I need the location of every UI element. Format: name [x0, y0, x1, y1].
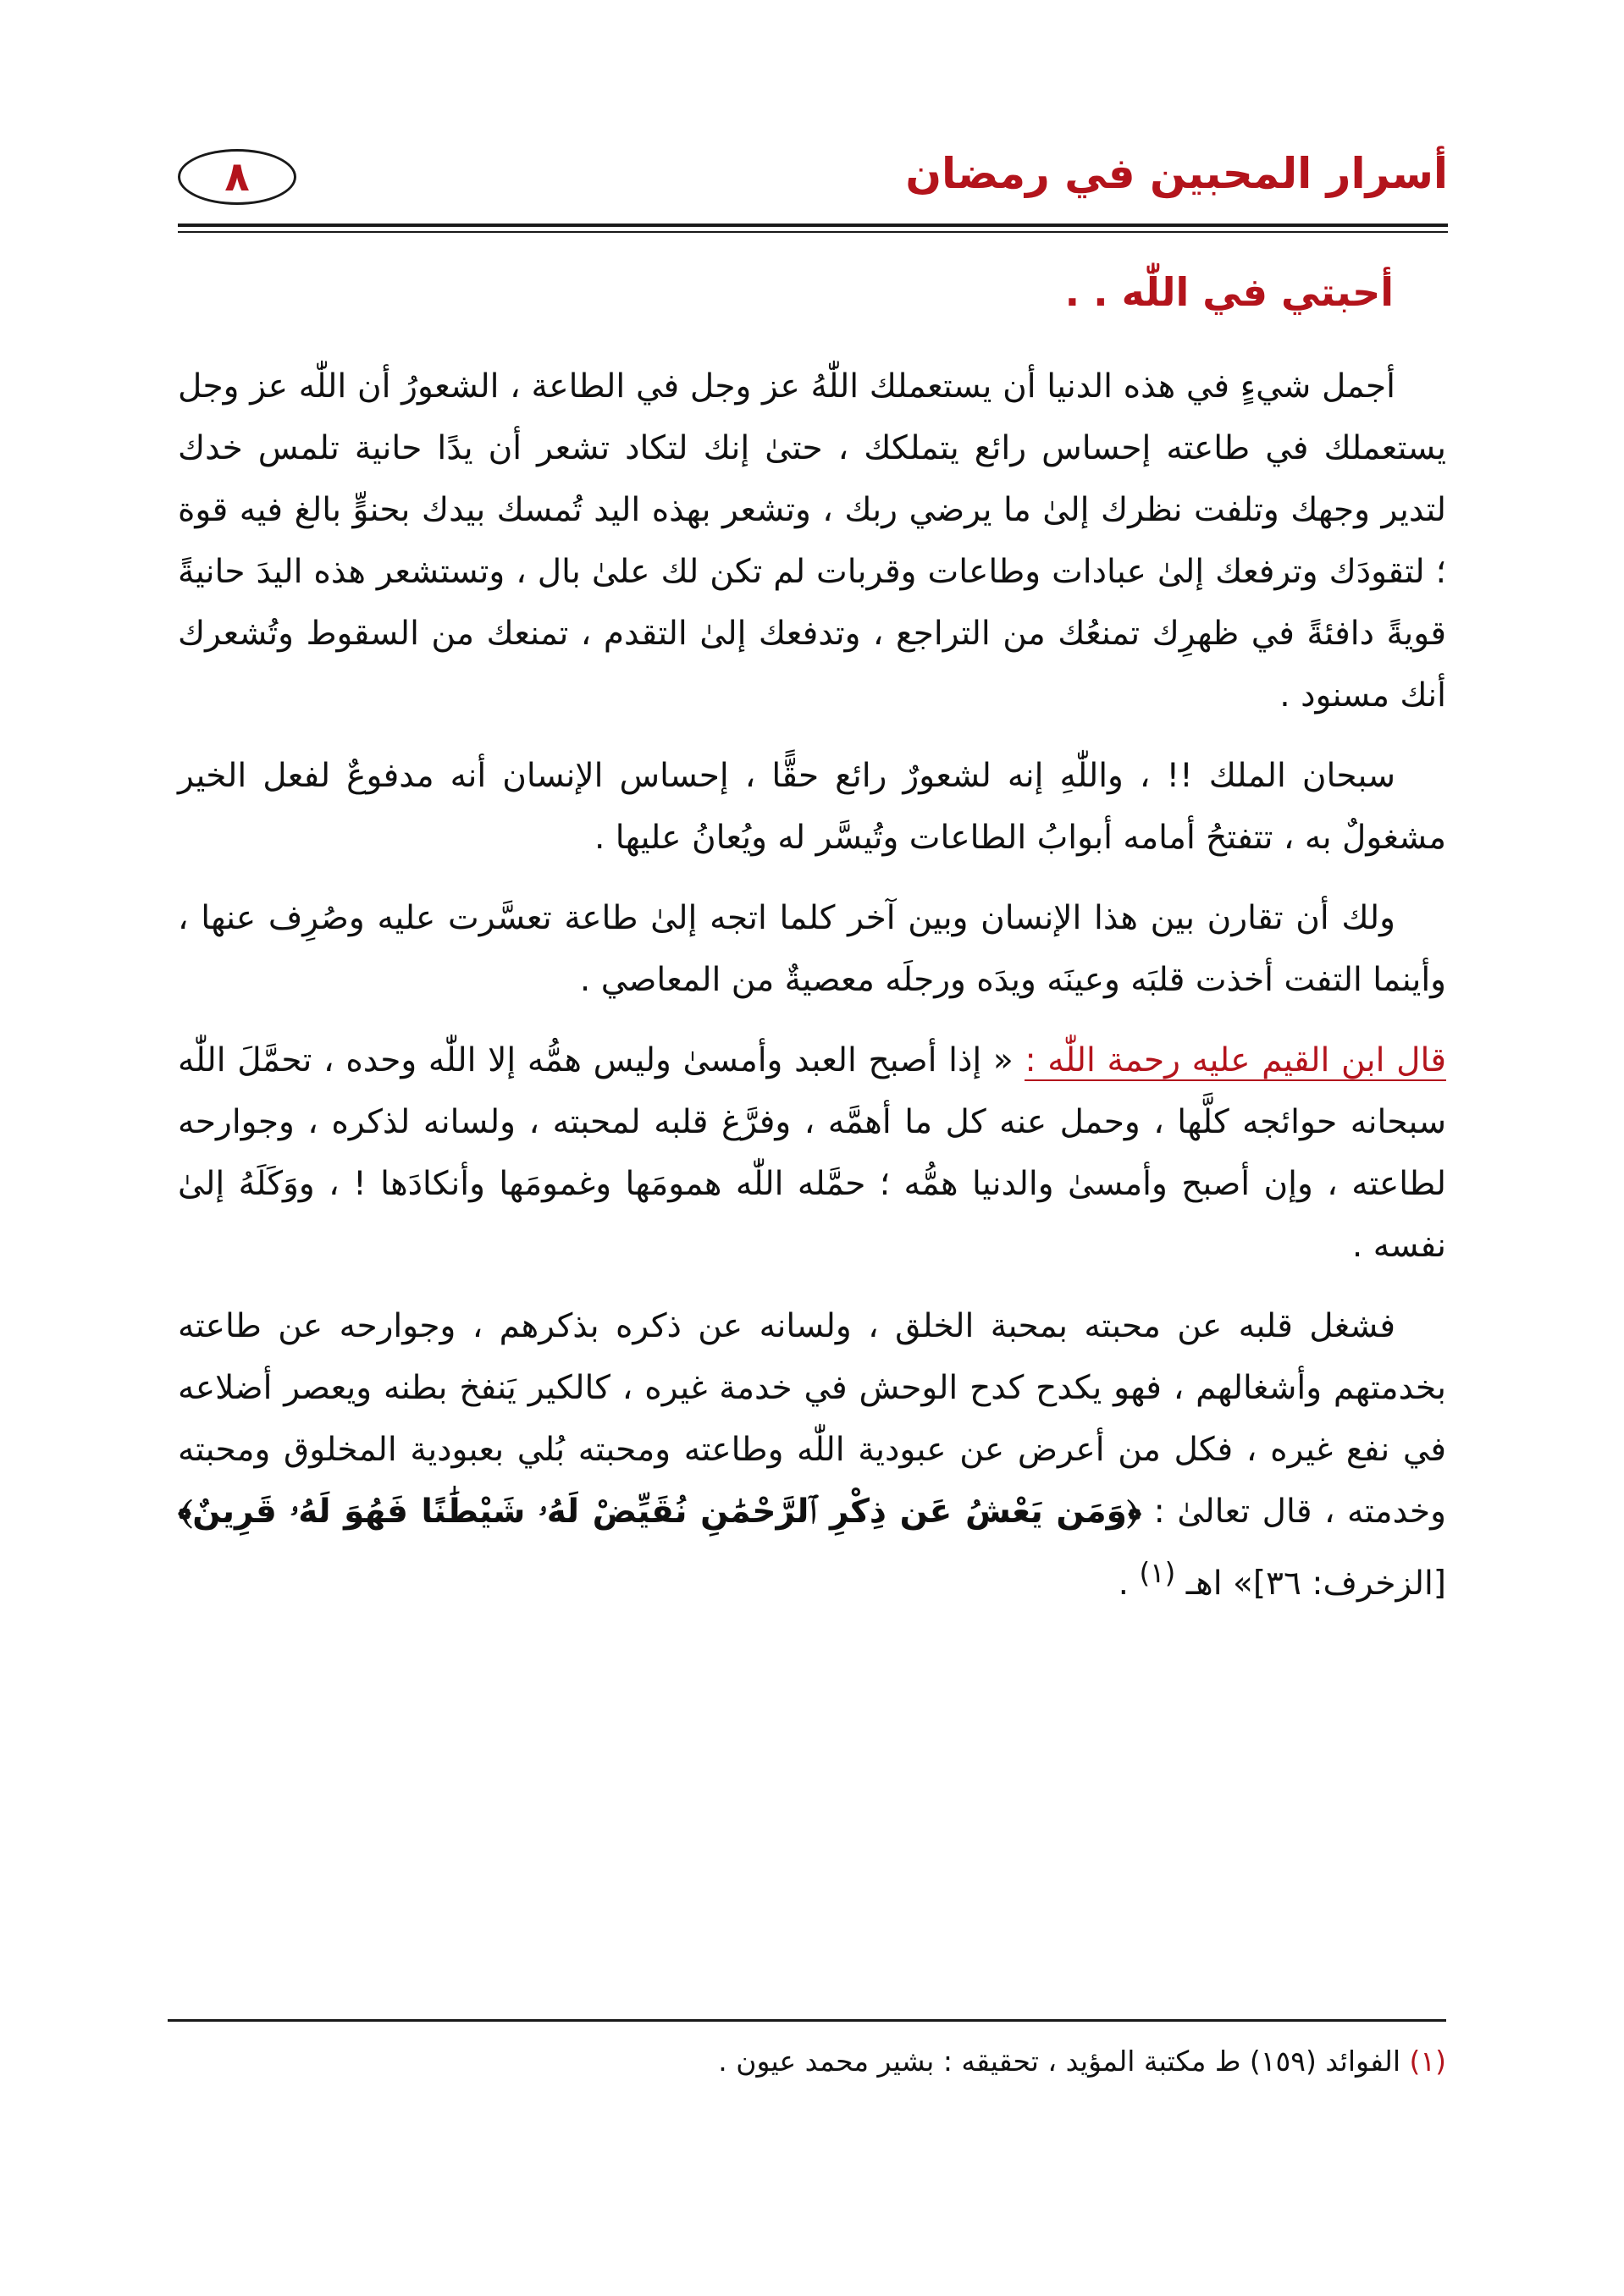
closing-paragraph — [178, 1295, 1446, 1614]
verse-citation: [الزخرف: ٣٦]» اهـ — [1185, 1565, 1446, 1603]
quote-intro: قال ابن القيم عليه رحمة اللّٰه : — [1025, 1041, 1446, 1079]
page-header — [178, 144, 1448, 220]
paragraph-1: أجمل شيءٍ في هذه الدنيا أن يستعملك اللّٰهُ عز وجل في الطاعة ، الشعورُ أن اللّٰه عز وجل يستعملك في طاعته إحساس رائع يتملكك ، حتىٰ إنك لتكاد تشعر أن يدًا حانية تلمس خدك لتدير وجهك وتلفت نظرك إلىٰ ما يرضي ربك ، وتشعر بهذه اليد تُمسك بيدك بحنوٍّ بالغ فيه قوة ؛ لتقودَك وترفعك إلىٰ عبادات وطاعات وقربات لم تكن لك علىٰ بال ، وتستشعر هذه اليدَ حانيةً قويةً دافئةً في ظهرِك تمنعُك من التراجع ، وتدفعك إلىٰ التقدم ، تمنعك من السقوط وتُشعرك أنك مسنود . — [178, 367, 1446, 715]
body-text — [178, 356, 1446, 1633]
paragraph-2: سبحان الملك !! ، واللّٰهِ إنه لشعورٌ رائع حقًّا ، إحساس الإنسان أنه مدفوعٌ لفعل الخير مشغولٌ به ، تتفتحُ أمامه أبوابُ الطاعات وتُيسَّر له ويُعانُ عليها . — [178, 757, 1446, 857]
footnote — [718, 2036, 1446, 2087]
footnote-rule — [168, 2019, 1446, 2022]
quote-text: « إذا أصبح العبد وأمسىٰ وليس همُّه إلا اللّٰه وحده ، تحمَّلَ اللّٰه سبحانه حوائجه كلَّها ، وحمل عنه كل ما أهمَّه ، وفرَّغ قلبه لمحبته ، ولسانه لذكره ، وجوارحه لطاعته ، وإن أصبح وأمسىٰ والدنيا همُّه ؛ حمَّله اللّٰه همومَها وغمومَها وأنكادَها ! ، ووَكَلَهُ إلىٰ نفسه . — [178, 1041, 1446, 1265]
closing-end: . — [1118, 1565, 1130, 1603]
footnote-reference[interactable]: (١) — [1139, 1557, 1176, 1589]
header-rule-thick — [178, 224, 1448, 227]
footnote-marker: (١) — [1409, 2045, 1446, 2078]
footnote-text: الفوائد (١٥٩) ط مكتبة المؤيد ، تحقيقه : بشير محمد عيون . — [718, 2045, 1401, 2078]
page-number: ٨ — [178, 149, 296, 205]
header-rule-thin — [178, 231, 1448, 233]
closing-text: فشغل قلبه عن محبته بمحبة الخلق ، ولسانه عن ذكره بذكرهم ، وجوارحه عن طاعته بخدمتهم وأشغالهم ، فهو يكدح كدح الوحش في خدمة غيره ، كالكير يَنفخ بطنه ويعصر أضلاعه في نفع غيره ، فكل من أعرض عن عبودية اللّٰه وطاعته ومحبته بُلي بعبودية المخلوق ومحبته وخدمته ، قال تعالىٰ : — [178, 1307, 1446, 1531]
section-heading: أحبتي في اللّٰه . . — [1064, 269, 1394, 315]
paragraph-3: ولك أن تقارن بين هذا الإنسان وبين آخر كلما اتجه إلىٰ طاعة تعسَّرت عليه وصُرِف عنها ، وأينما التفت أخذت قلبَه وعينَه ويدَه ورجلَه معصيةٌ من المعاصي . — [178, 899, 1446, 999]
quran-verse: ﴿وَمَن يَعْشُ عَن ذِكْرِ ٱلرَّحْمَٰنِ نُقَيِّضْ لَهُۥ شَيْطَٰنًا فَهُوَ لَهُۥ قَرِينٌ﴾ — [178, 1493, 1142, 1531]
running-title: أسرار المحبين في رمضان — [905, 149, 1448, 198]
quote-paragraph — [178, 1029, 1446, 1277]
